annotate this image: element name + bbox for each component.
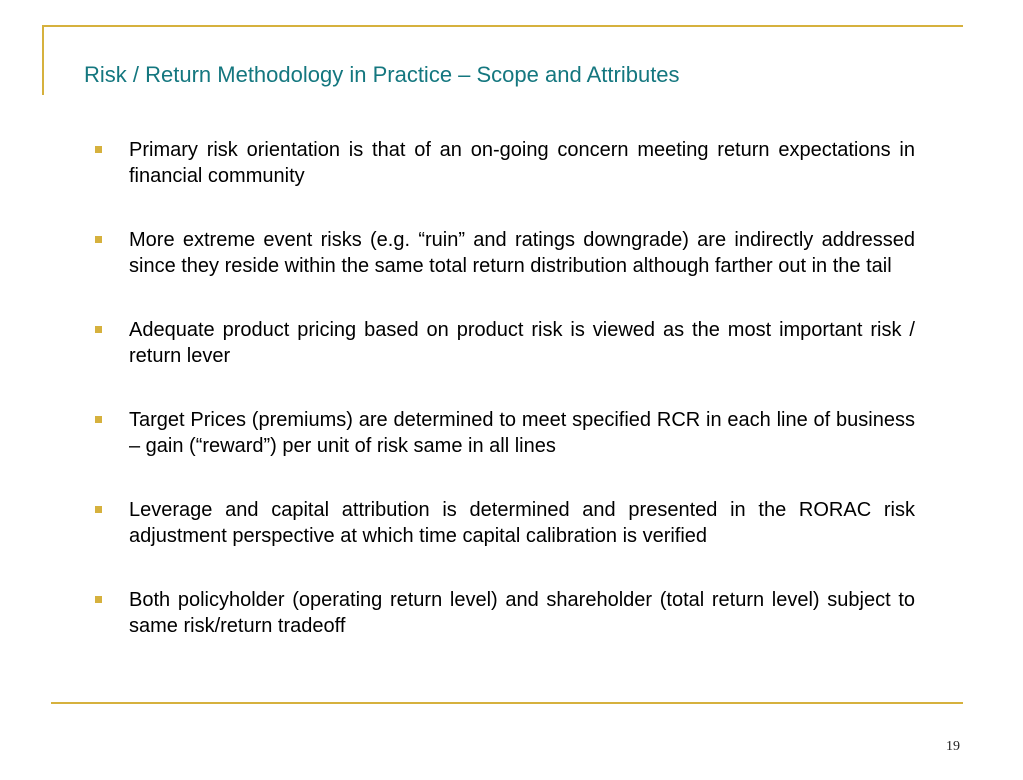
bullet-text: Adequate product pricing based on product risk is viewed as the most important risk / return lever bbox=[129, 319, 915, 367]
bullet-item bbox=[92, 497, 915, 549]
slide-title: Risk / Return Methodology in Practice – Scope and Attributes bbox=[84, 62, 680, 87]
bullet-item bbox=[92, 227, 915, 279]
bullet-text: Both policyholder (operating return level) and shareholder (total return level) subject to same risk/return tradeoff bbox=[129, 589, 915, 637]
bullet-text: Target Prices (premiums) are determined to meet specified RCR in each line of business – gain (“reward”) per unit of risk same in all lines bbox=[129, 409, 915, 457]
bullet-list bbox=[92, 137, 915, 677]
bullet-text: More extreme event risks (e.g. “ruin” and ratings downgrade) are indirectly addressed since they reside within the same total return distribution although farther out in the tail bbox=[129, 229, 915, 277]
bullet-text: Leverage and capital attribution is determined and presented in the RORAC risk adjustment perspective at which time capital calibration is verified bbox=[129, 499, 915, 547]
bullet-item bbox=[92, 317, 915, 369]
square-bullet-icon bbox=[95, 236, 102, 243]
square-bullet-icon bbox=[95, 326, 102, 333]
square-bullet-icon bbox=[95, 146, 102, 153]
bullet-item bbox=[92, 587, 915, 639]
bullet-text: Primary risk orientation is that of an on-going concern meeting return expectations in financial community bbox=[129, 139, 915, 187]
square-bullet-icon bbox=[95, 416, 102, 423]
top-divider-line bbox=[42, 25, 963, 27]
bottom-divider-line bbox=[51, 702, 963, 704]
bullet-item bbox=[92, 137, 915, 189]
square-bullet-icon bbox=[95, 596, 102, 603]
left-accent-line bbox=[42, 25, 44, 95]
bullet-item bbox=[92, 407, 915, 459]
square-bullet-icon bbox=[95, 506, 102, 513]
page-number: 19 bbox=[946, 739, 960, 754]
